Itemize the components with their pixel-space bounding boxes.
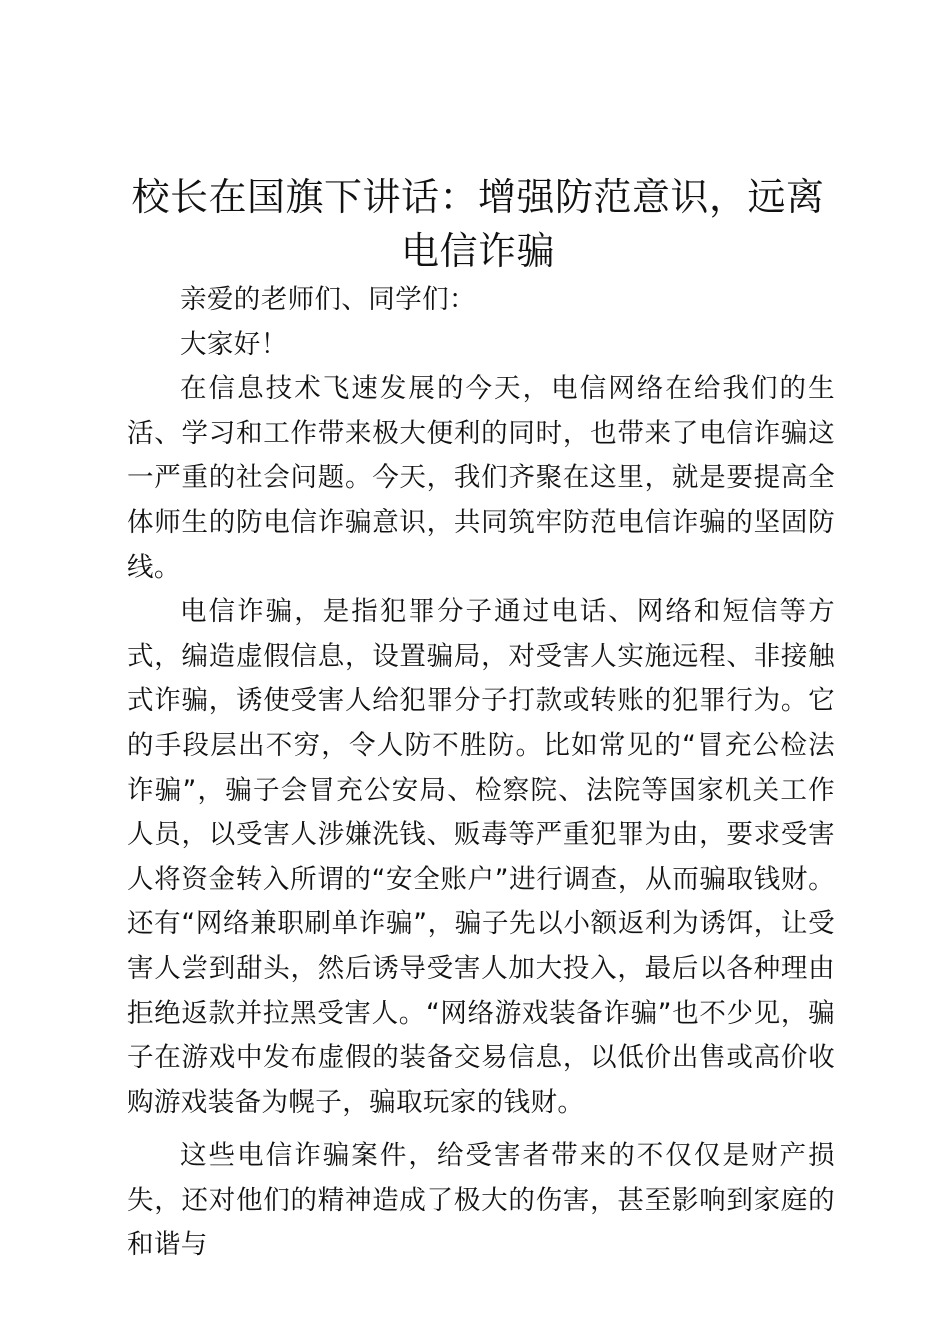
body-paragraph-harm: 这些电信诈骗案件，给受害者带来的不仅仅是财产损失，还对他们的精神造成了极大的伤害，甚至影响到家庭的和谐与 [127, 1140, 835, 1261]
document-body [127, 278, 835, 1268]
document-title: 校长在国旗下讲话：增强防范意识，远离电信诈骗 [131, 175, 825, 273]
body-paragraph-fraud-types: 电信诈骗，是指犯罪分子通过电话、网络和短信等方式，编造虚假信息，设置骗局，对受害人实施远程、非接触式诈骗，诱使受害人给犯罪分子打款或转账的犯罪行为。它的手段层出不穷，令人防不胜防。比如常见的“冒充公检法诈骗”，骗子会冒充公安局、检察院、法院等国家机关工作人员，以受害人涉嫌洗钱、贩毒等严重犯罪为由，要求受害人将资金转入所谓的“安全账户”进行调查，从而骗取钱财。还有“网络兼职刷单诈骗”，骗子先以小额返利为诱饵，让受害人尝到甜头，然后诱导受害人加大投入，最后以各种理由拒绝返款并拉黑受害人。“网络游戏装备诈骗”也不少见，骗子在游戏中发布虚假的装备交易信息，以低价出售或高价收购游戏装备为幌子，骗取玩家的钱财。 [127, 596, 835, 1118]
salutation-paragraph: 大家好！ [180, 328, 288, 360]
body-paragraph-intro: 在信息技术飞速发展的今天，电信网络在给我们的生活、学习和工作带来极大便利的同时，也带来了电信诈骗这一严重的社会问题。今天，我们齐聚在这里，就是要提高全体师生的防电信诈骗意识，共同筑牢防范电信诈骗的坚固防线。 [127, 373, 835, 583]
greeting-paragraph: 亲爱的老师们、同学们： [180, 284, 476, 315]
